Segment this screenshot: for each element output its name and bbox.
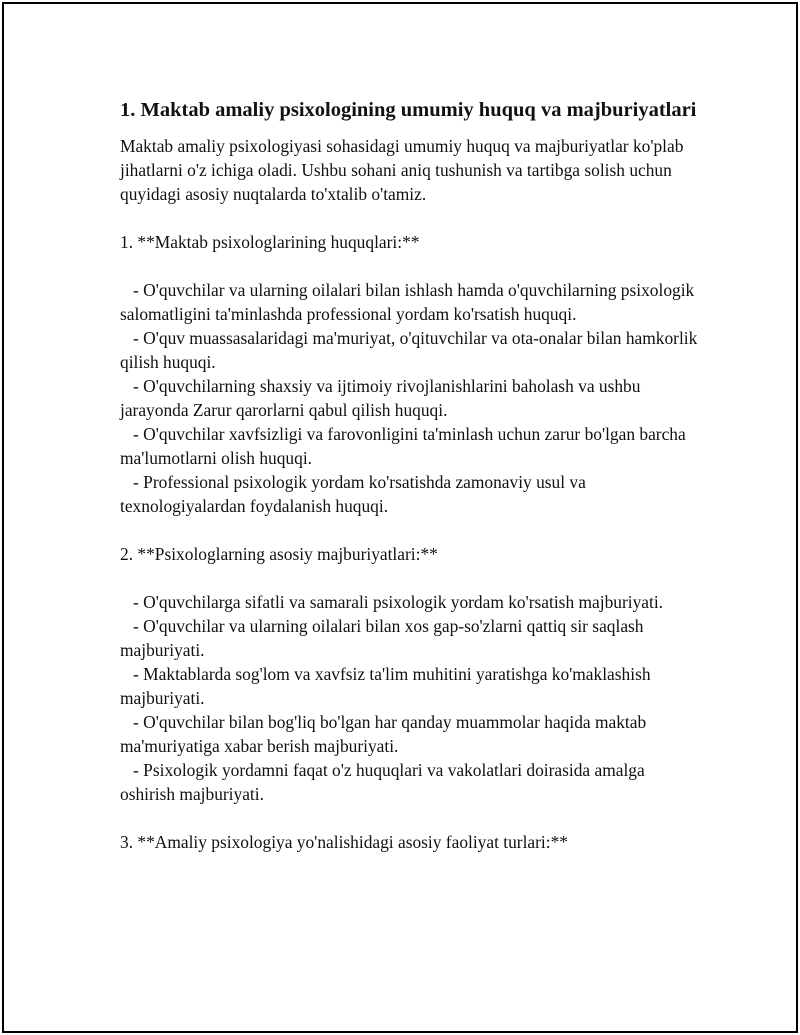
list-item: - O'quvchilarga sifatli va samarali psixologik yordam ko'rsatish majburiyati.	[133, 592, 664, 612]
section-heading-activities: 3. **Amaliy psixologiya yo'nalishidagi asosiy faoliyat turlari:**	[120, 832, 568, 852]
document-content	[120, 96, 700, 854]
list-item: - O'quv muassasalaridagi ma'muriyat, o'qituvchilar va ota-onalar bilan hamkorlik qilish huquqi.	[120, 328, 702, 372]
list-item: - Psixologik yordamni faqat o'z huquqlari va vakolatlari doirasida amalga oshirish majburiyati.	[120, 760, 650, 804]
section-heading-rights: 1. **Maktab psixologlarining huquqlari:**	[120, 232, 420, 252]
list-item: - Professional psixologik yordam ko'rsatishda zamonaviy usul va texnologiyalardan foydalanish huquqi.	[120, 472, 591, 516]
intro-paragraph: Maktab amaliy psixologiyasi sohasidagi umumiy huquq va majburiyatlar ko'plab jihatlarni o'z ichiga oladi. Ushbu sohani aniq tushunish va tartibga solish uchun quyidagi asosiy nuqtalarda to'xtalib o'tamiz.	[120, 136, 684, 204]
spacer	[120, 206, 700, 230]
list-item: - O'quvchilar xavfsizligi va farovonligini ta'minlash uchun zarur bo'lgan barcha ma'lumotlarni olish huquqi.	[120, 424, 691, 468]
list-item: - Maktablarda sog'lom va xavfsiz ta'lim muhitini yaratishga ko'maklashish majburiyati.	[120, 664, 655, 708]
list-item: - O'quvchilar va ularning oilalari bilan xos gap-so'zlarni qattiq sir saqlash majburiyati.	[120, 616, 648, 660]
spacer	[120, 806, 700, 830]
list-item: - O'quvchilarning shaxsiy va ijtimoiy rivojlanishlarini baholash va ushbu jarayonda Zarur qarorlarni qabul qilish huquqi.	[120, 376, 645, 420]
spacer	[120, 518, 700, 542]
spacer	[120, 254, 700, 278]
list-item: - O'quvchilar bilan bog'liq bo'lgan har qanday muammolar haqida maktab ma'muriyatiga xabar berish majburiyati.	[120, 712, 651, 756]
list-item: - O'quvchilar va ularning oilalari bilan ishlash hamda o'quvchilarning psixologik salomatligini ta'minlashda professional yordam ko'rsatish huquqi.	[120, 280, 699, 324]
document-title: 1. Maktab amaliy psixologining umumiy huquq va majburiyatlari	[120, 99, 697, 121]
spacer	[120, 566, 700, 590]
section-heading-duties: 2. **Psixologlarning asosiy majburiyatlari:**	[120, 544, 438, 564]
document-page	[2, 2, 798, 1033]
